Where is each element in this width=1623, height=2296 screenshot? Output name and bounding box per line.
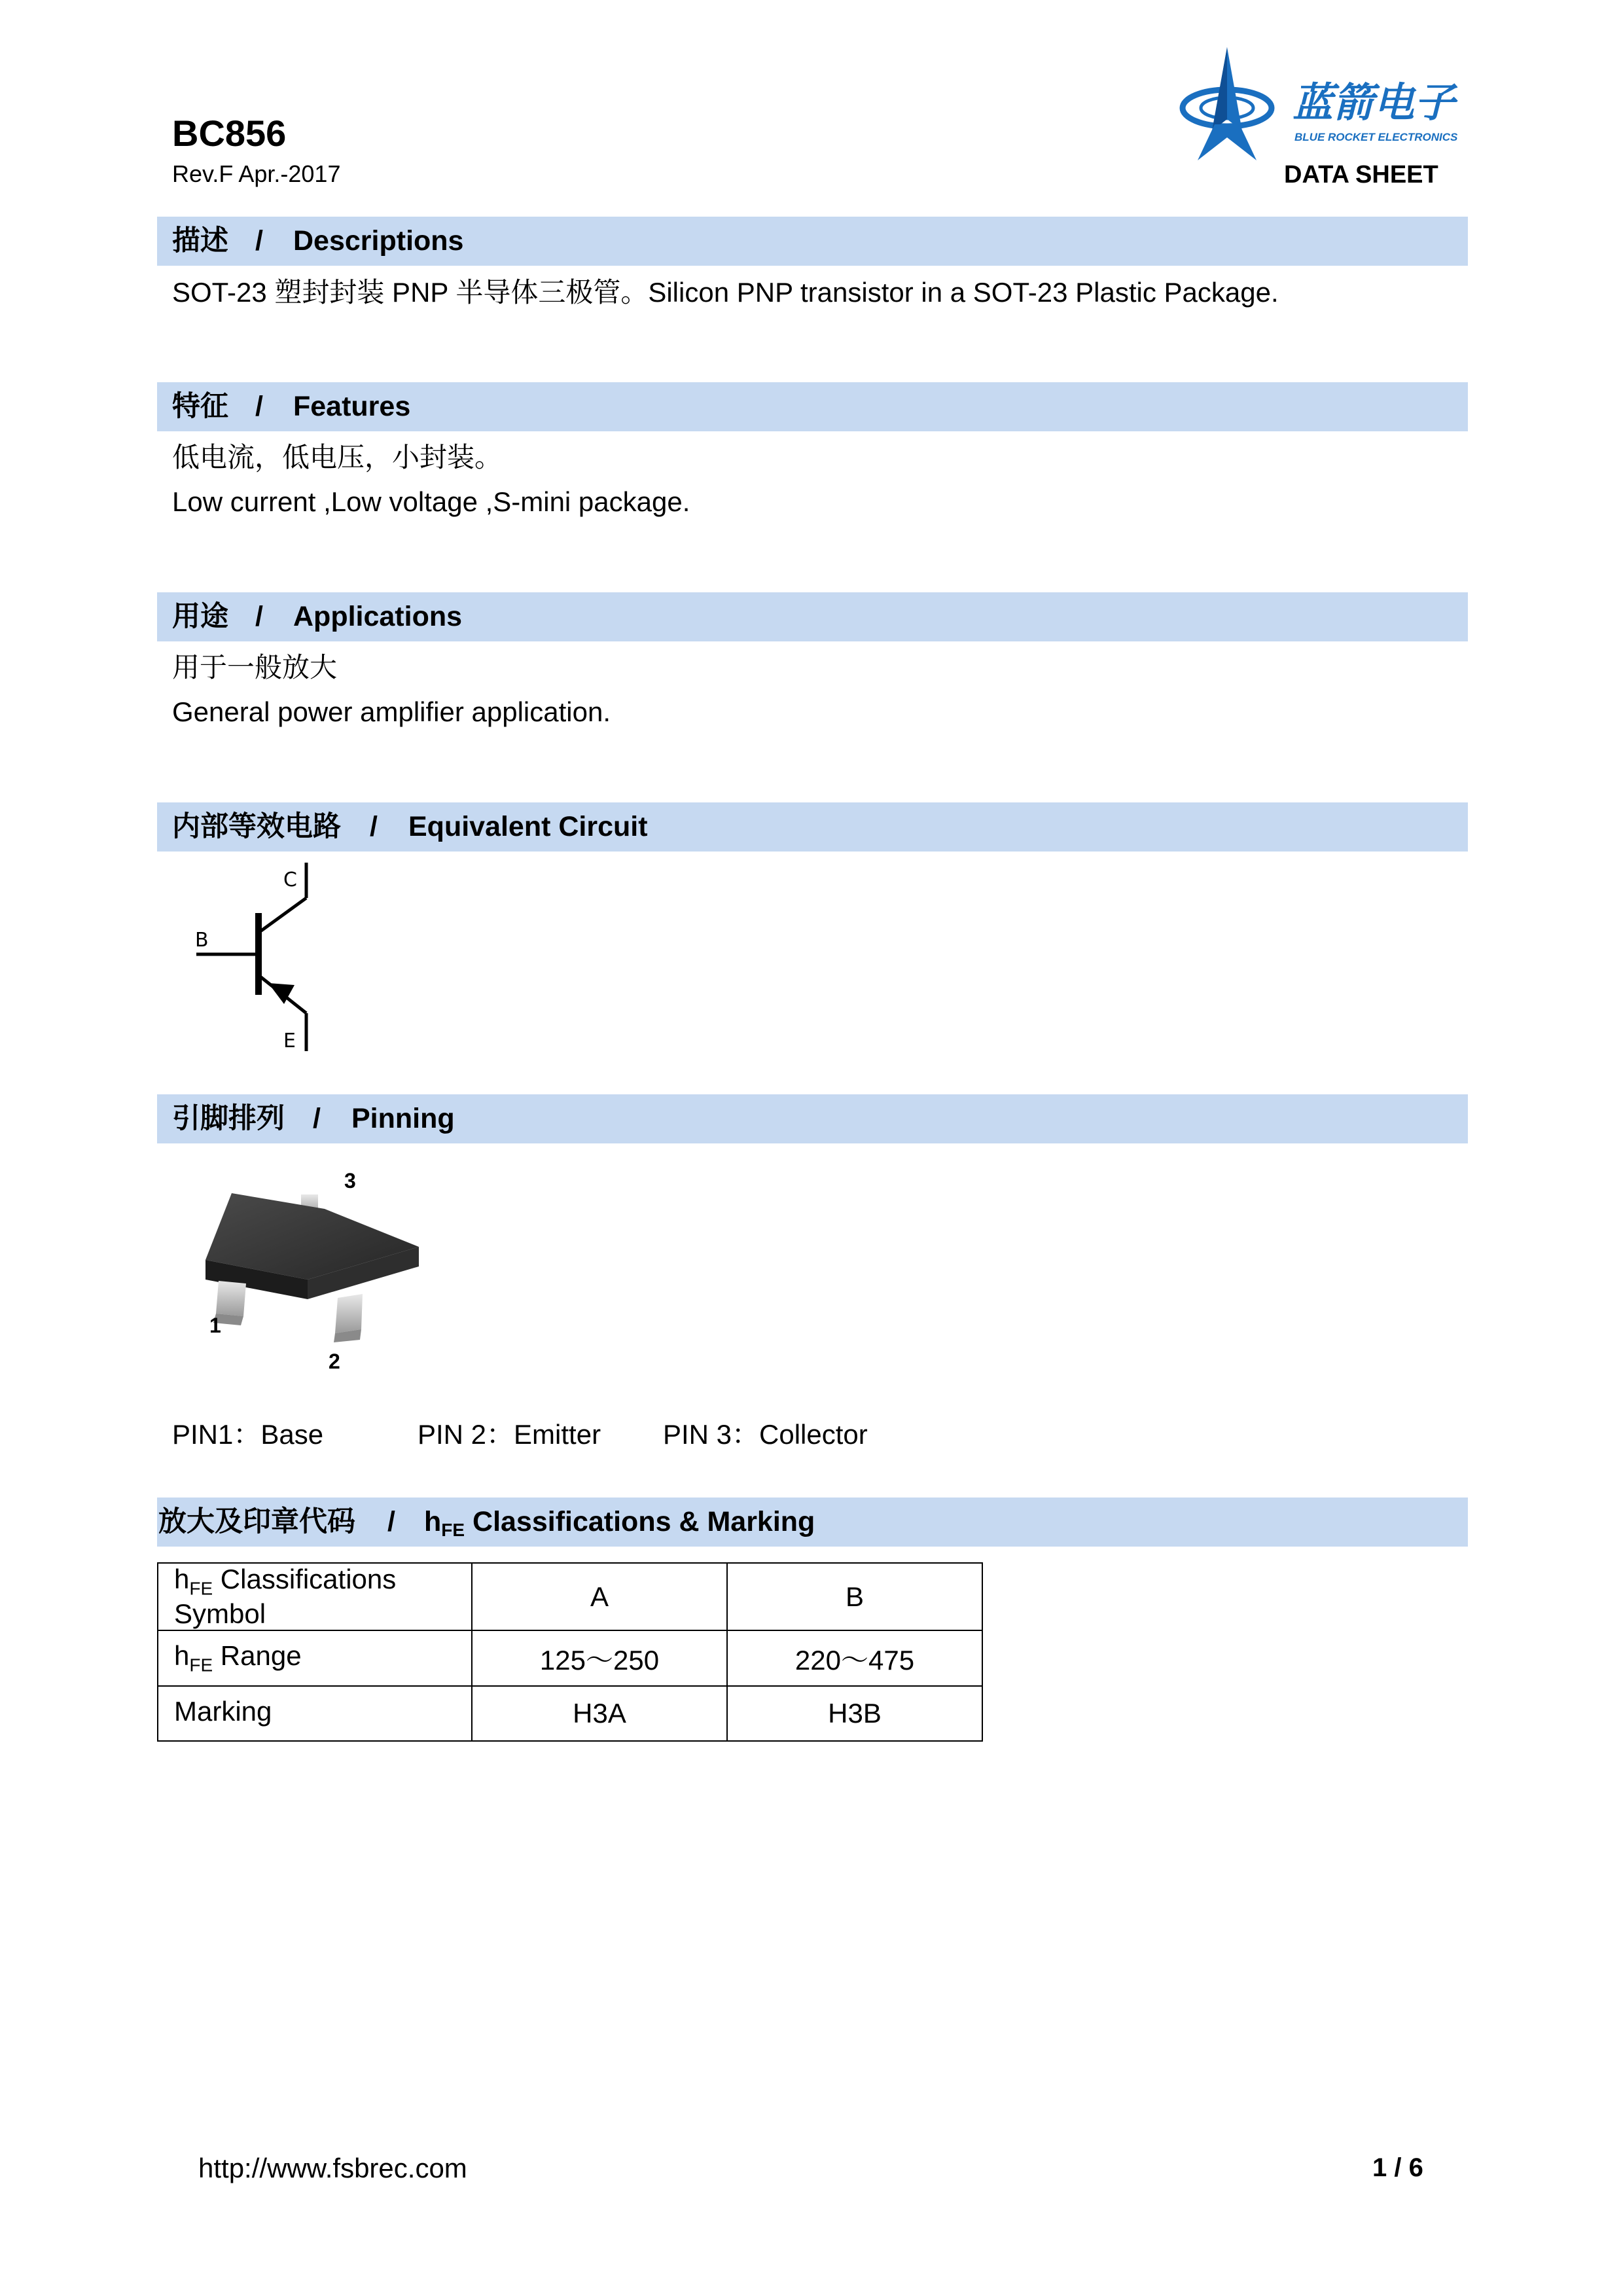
section-separator: / <box>313 1103 321 1134</box>
section-separator: / <box>255 601 263 632</box>
logo-chinese-name: 蓝箭电子 <box>1293 79 1455 126</box>
table-row <box>158 1630 982 1686</box>
section-header-circuit <box>157 802 1468 852</box>
doc-type: DATA SHEET <box>1284 161 1438 188</box>
section-title-cn: 描述 <box>172 225 228 257</box>
pin-number-2: 2 <box>329 1350 340 1373</box>
section-header-applications <box>157 592 1468 641</box>
logo-english-name: BLUE ROCKET ELECTRONICS <box>1294 131 1458 143</box>
table-row-label: Marking <box>158 1686 472 1741</box>
section-title-cn: 特征 <box>172 391 228 422</box>
pin-number-1: 1 <box>209 1314 221 1337</box>
table-cell-a: H3A <box>472 1686 727 1741</box>
pnp-transistor-symbol <box>183 857 340 1054</box>
section-title-en: Equivalent Circuit <box>408 811 648 842</box>
page-number: 1 / 6 <box>1372 2153 1423 2182</box>
section-separator: / <box>370 811 378 842</box>
table-row <box>158 1686 982 1741</box>
description-text: SOT-23 塑封封装 PNP 半导体三极管。Silicon PNP transistor in a SOT-23 Plastic Package. <box>172 277 1279 308</box>
section-title-en: Features <box>293 391 411 422</box>
section-separator: / <box>387 1506 395 1537</box>
company-logo <box>1178 46 1479 170</box>
base-label: B <box>195 929 209 952</box>
section-separator: / <box>255 391 263 422</box>
table-cell-b: B <box>727 1563 982 1630</box>
section-title-cn: 放大及印章代码 <box>158 1506 355 1537</box>
section-separator: / <box>255 225 263 257</box>
part-number: BC856 <box>172 113 287 154</box>
blue-rocket-logo-icon <box>1178 46 1479 170</box>
section-header-classification <box>157 1498 1468 1547</box>
sot23-package-image <box>190 1168 452 1391</box>
section-header-descriptions <box>157 217 1468 266</box>
table-cell-b: H3B <box>727 1686 982 1741</box>
applications-text-en: General power amplifier application. <box>172 696 611 727</box>
applications-text-cn: 用于一般放大 <box>172 652 338 683</box>
table-row <box>158 1563 982 1630</box>
section-header-pinning <box>157 1094 1468 1143</box>
collector-label: C <box>283 869 297 891</box>
table-row-label: $h_{FE}$ Range <box>158 1630 472 1686</box>
features-text-cn: 低电流，低电压，小封装。 <box>172 442 503 473</box>
footer-website-link[interactable]: http://www.fsbrec.com <box>198 2153 467 2183</box>
table-row-label: $h_{FE}$ Classifications Symbol <box>158 1563 472 1630</box>
section-title-en: Applications <box>293 601 463 632</box>
section-header-features <box>157 382 1468 431</box>
section-title-cn: 用途 <box>172 601 228 632</box>
emitter-label: E <box>283 1030 296 1052</box>
pin-number-3: 3 <box>344 1169 356 1193</box>
table-cell-a: 125～250 <box>472 1630 727 1686</box>
pin1-label: PIN1：Base <box>172 1419 324 1450</box>
pin2-label: PIN 2：Emitter <box>418 1419 601 1450</box>
section-title-cn: 引脚排列 <box>172 1103 285 1134</box>
section-title-en: Pinning <box>351 1103 455 1134</box>
hfe-classification-table <box>157 1562 983 1742</box>
section-title-en: $h_{FE}$ Classifications & Marking <box>424 1506 815 1540</box>
section-title-cn: 内部等效电路 <box>172 811 341 842</box>
features-text-en: Low current ,Low voltage ,S-mini package. <box>172 486 690 517</box>
table-cell-a: A <box>472 1563 727 1630</box>
pin3-label: PIN 3：Collector <box>663 1419 868 1450</box>
revision: Rev.F Apr.-2017 <box>172 160 341 187</box>
table-cell-b: 220～475 <box>727 1630 982 1686</box>
section-title-en: Descriptions <box>293 225 464 257</box>
